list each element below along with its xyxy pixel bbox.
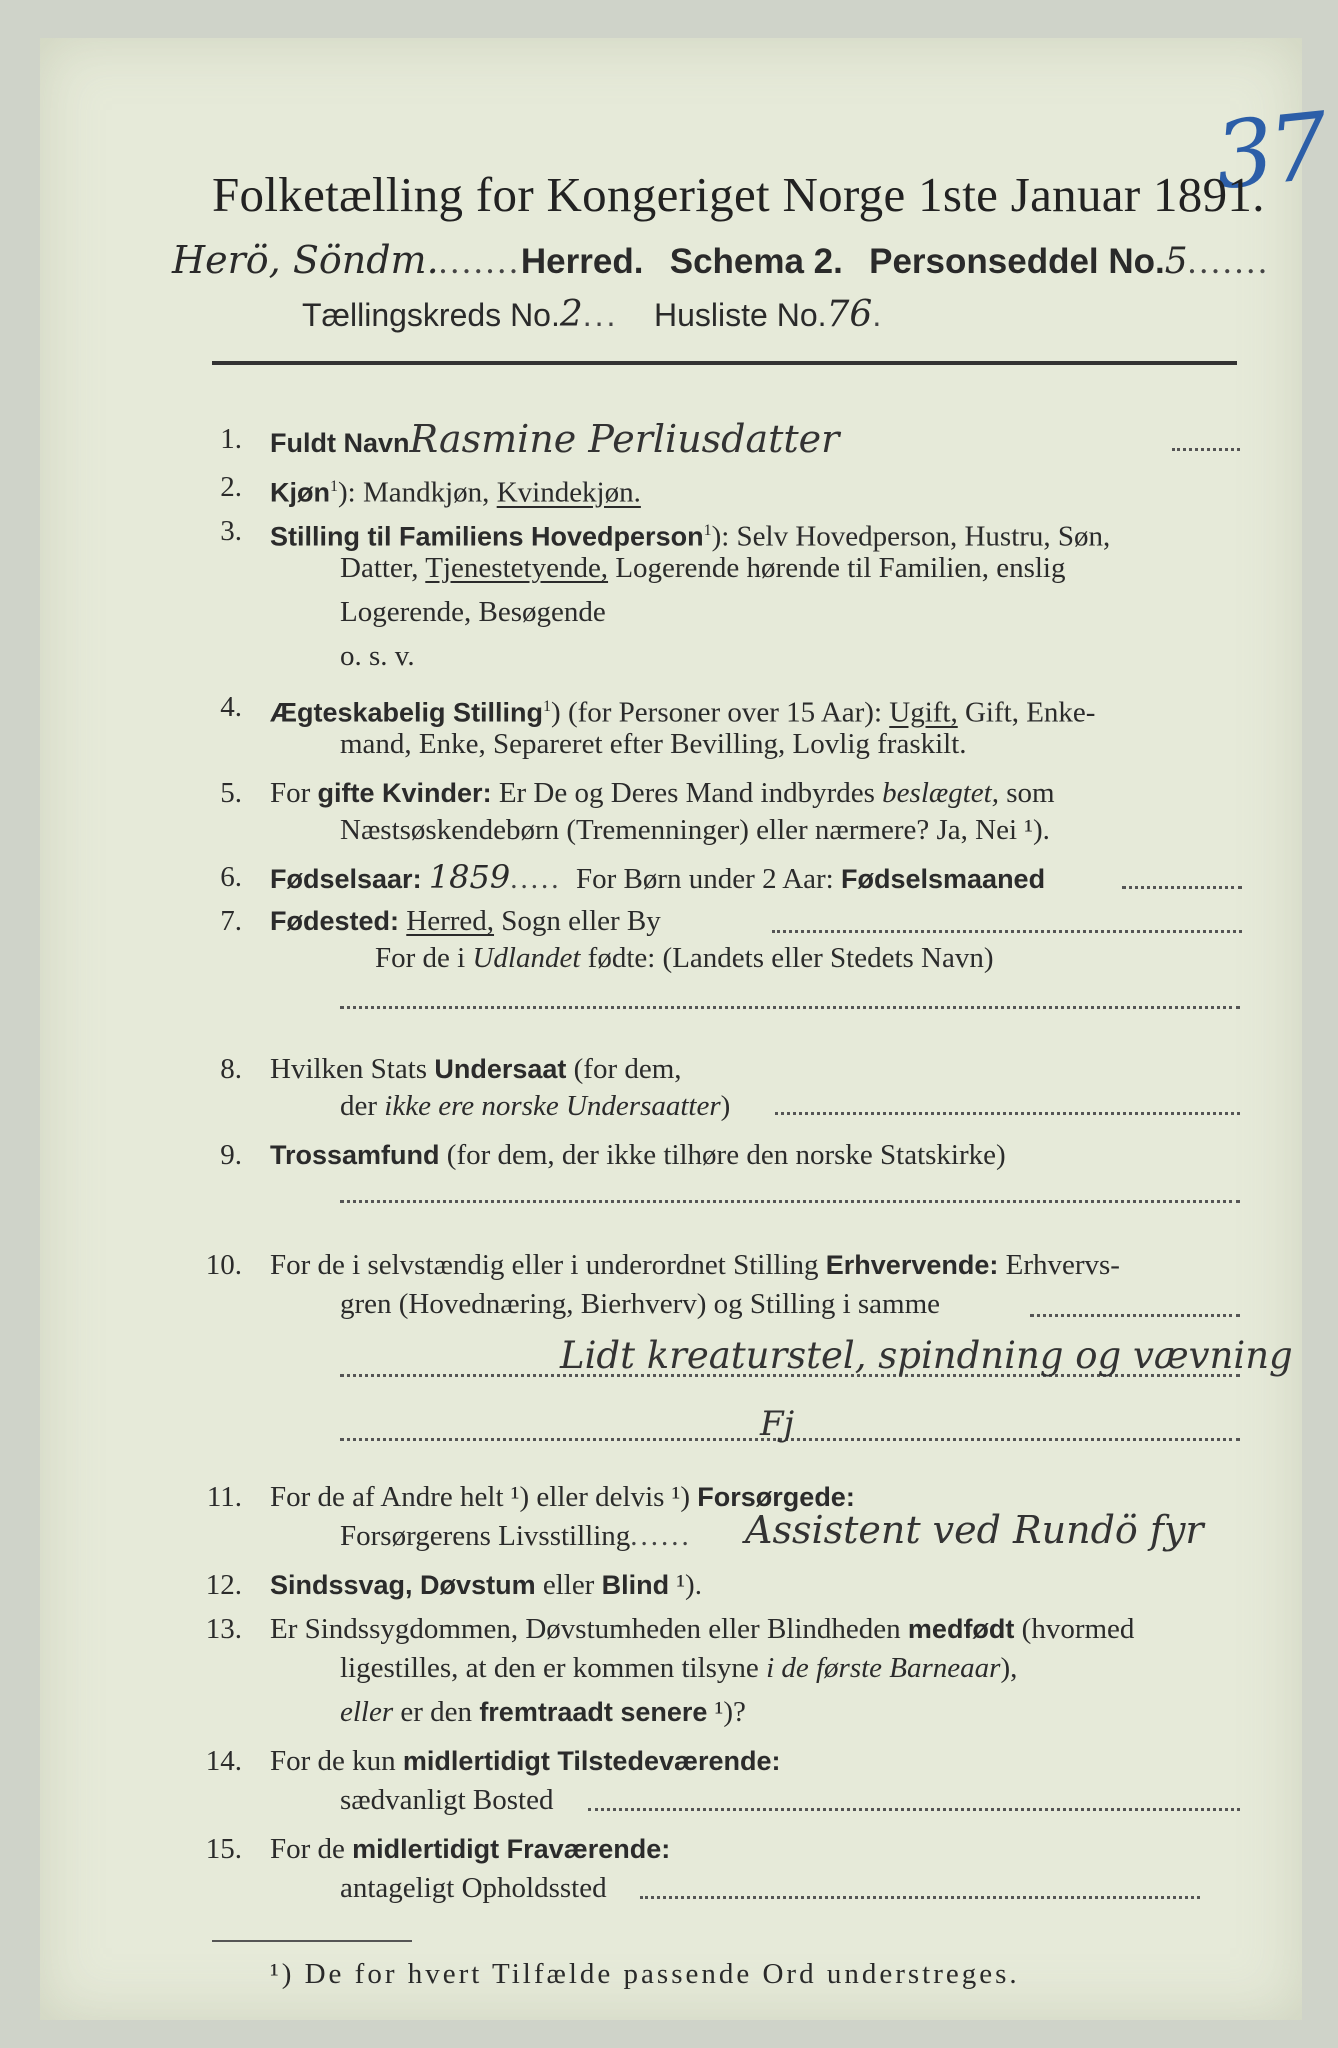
item-number: 14. — [205, 1745, 242, 1777]
footnote-ref: 1 — [543, 698, 552, 715]
footnote-rule — [212, 1940, 412, 1942]
item-number: 5. — [220, 777, 242, 809]
item-number: 2. — [220, 471, 242, 503]
undersaat-text: (for dem, — [566, 1053, 682, 1085]
fravaerende-prefix: For de — [270, 1833, 353, 1865]
kreds-label: Tællingskreds No. — [302, 297, 560, 333]
medfodt-line-b — [340, 1652, 1017, 1685]
item-number: 3. — [220, 515, 242, 547]
stilling-options-b1: Datter, — [340, 552, 426, 584]
tilstede-prefix: For de kun — [270, 1745, 403, 1777]
dotted-fill — [340, 1006, 1240, 1009]
blind-suffix: ¹). — [669, 1569, 702, 1601]
item-number: 10. — [205, 1249, 242, 1281]
fremtraadt-label: fremtraadt senere — [479, 1697, 708, 1727]
gifte-text-a2: som — [998, 777, 1055, 809]
erhverv-text-a2: Erhvervs- — [998, 1249, 1120, 1281]
gifte-text-b: Næstsøskendebørn (Tremenninger) eller nærmere? Ja, Nei ¹). — [340, 814, 1050, 846]
husliste-label: Husliste No. — [654, 297, 827, 333]
fodested-options: Sogn eller By — [494, 905, 661, 937]
dotted-fill — [340, 1200, 1240, 1203]
sindssvag-text: eller — [535, 1569, 602, 1601]
stilling-options-c: Logerende, Besøgende — [340, 596, 606, 628]
item-number: 9. — [220, 1139, 242, 1171]
medfodt-text-b1: ligestilles, at den er kommen tilsyne — [340, 1652, 767, 1684]
stilling-selected: Tjenestetyende, — [425, 552, 609, 584]
bosted-label: sædvanligt Bosted — [340, 1784, 554, 1816]
fodested-selected: Herred, — [406, 905, 495, 937]
fodselsaar-value: 1859 — [428, 858, 511, 896]
aegteskab-options-b: mand, Enke, Separeret efter Bevilling, Lovlig fraskilt. — [340, 728, 967, 760]
kreds-value: 2 — [559, 294, 583, 335]
fremtraadt-suffix: ¹)? — [707, 1696, 746, 1728]
footnote-ref: 1 — [330, 478, 338, 495]
personseddel-label: Personseddel No. — [869, 242, 1165, 281]
aegteskab-selected: Ugift, — [889, 696, 958, 729]
herred-value: Herö, Söndm. — [172, 238, 439, 282]
header-rule — [212, 361, 1237, 365]
forsorget-label: Forsørgede: — [697, 1482, 855, 1512]
forsorger-line: Forsørgerens Livsstilling...... — [340, 1520, 692, 1552]
fodselsaar-label: Fødselsaar: — [270, 864, 422, 894]
medfodt-line-c — [340, 1696, 746, 1729]
undersaat-prefix: Hvilken Stats — [270, 1053, 435, 1085]
gifte-text-a: Er De og Deres Mand indbyrdes — [491, 777, 883, 809]
fuldt-navn-value: Rasmine Perliusdatter — [409, 417, 840, 461]
item-number: 15. — [205, 1833, 242, 1865]
item-number: 7. — [220, 905, 242, 937]
item-3-line-b — [340, 552, 1066, 585]
footnote-ref: 1 — [703, 522, 712, 539]
form-title: Folketælling for Kongeriget Norge 1ste Januar 1891. — [212, 167, 1265, 222]
tilstede-label: midlertidigt Tilstedeværende: — [402, 1746, 781, 1776]
fodested-label: Fødested: — [270, 906, 400, 936]
item-number: 11. — [206, 1481, 242, 1513]
medfodt-text-b2: ), — [1000, 1652, 1018, 1684]
opholdssted-label: antageligt Opholdssted — [340, 1872, 607, 1904]
census-form-sheet: 37 Folketælling for Kongeriget Norge 1ste Januar 1891. Herö, Söndm........Herred. Schema 2. Personseddel No.5....... Tællingskreds No.2... Husliste No.76. 1. Fuldt NavnRasmine Perliusdatter 2. Kjøn$^1$): Mandkjøn, Kvindekjøn. 3. Stilling til Familiens Hovedperson$^1$): Selv Hovedperson, Hustru, Søn, Datter, Tjenestetyende, Logerende hørende til Familien, enslig Logerende, Besøgende o. s. v. 4. Ægteskabelig Stilling$^1$) (for Personer over 15 Aar): Ugift, Gift, Enke- mand, Enke, Separeret efter Bevilling, Lovlig fraskilt. 5. For gifte Kvinder: Er De og Deres Mand indbyrdes beslægtet, som Næstsøskendebørn (Tremenninger) eller nærmere? Ja, Nei ¹). 6. Fødselsaar: 1859..... For Børn under 2 Aar: Fødselsmaaned 7. Fødested: Herred, Sogn eller By For de i Udlandet fødte: (Landets eller Stedets Navn) 8. Hvilken Stats Undersaat (for dem, der ikke ere norske Undersaatter) 9. Trossamfund (for dem, der ikke tilhøre den norske Statskirke) 10. For de i selvstændig eller i underordnet Stilling Erhvervende: Erhvervs- gren (Hovednæring, Bierhverv) og Stilling i samme Lidt kreaturstel, spindning og vævning Fj 11. For de af Andre helt ¹) eller delvis ¹) Forsørgede: Forsørgerens Livsstilling...... Assistent ved Rundö fyr 12. Sindssvag, Døvstum eller Blind ¹). 13. Er Sindssygdommen, Døvstumheden eller Blindheden medfødt (hvormed ligestilles, at den er kommen tilsyne i de første Barneaar), eller er den fremtraadt senere ¹)? 14. For de kun midlertidigt Tilstedeværende: sædvanligt Bosted 15. For de midlertidigt Fraværende: antageligt Opholdssted ¹) De for hvert Tilfælde passende Ord understreges. — [40, 38, 1302, 2020]
gifte-italic: beslægtet, — [882, 777, 999, 809]
kjon-label: Kjøn — [270, 477, 330, 508]
udland-prefix: For de i — [375, 942, 473, 974]
erhverv-annotation: Fj — [760, 1404, 795, 1444]
herred-label: Herred. — [520, 242, 644, 281]
erhverv-text-b: gren (Hovednæring, Bierhverv) og Stilling i samme — [340, 1288, 941, 1320]
kjon-options: ): Mandkjøn, — [338, 476, 497, 509]
fodested-line-b — [375, 942, 994, 975]
page-number-handwritten: 37 — [1209, 92, 1330, 211]
stilling-options-b2: Logerende hørende til Familien, enslig — [608, 552, 1066, 584]
gifte-prefix: For — [270, 777, 318, 809]
blind-label: Blind — [601, 1570, 670, 1600]
dotted-fill — [1030, 1314, 1240, 1317]
item-number: 8. — [220, 1053, 242, 1085]
aegteskab-options-a2: Gift, Enke- — [957, 696, 1096, 729]
erhverv-label: Erhvervende: — [825, 1250, 999, 1280]
erhverv-value: Lidt kreaturstel, spindning og vævning — [560, 1334, 1293, 1377]
medfodt-italic: i de første Barneaar — [766, 1652, 1001, 1684]
aegteskab-options-a: ) (for Personer over 15 Aar): — [551, 696, 890, 729]
forsorget-prefix: For de af Andre helt ¹) eller delvis ¹) — [270, 1481, 698, 1513]
medfodt-text-c: er den — [393, 1696, 480, 1728]
undersaat-line-b: der ikke ere norske Undersaatter) — [340, 1090, 731, 1122]
kreds-line: Tællingskreds No.2... Husliste No.76. — [302, 294, 885, 335]
fodselsmaaned-label: Fødselsmaaned — [841, 864, 1046, 894]
fodselsmaaned-text: For Børn under 2 Aar: — [576, 863, 841, 895]
item-number: 6. — [220, 861, 242, 893]
dotted-fill — [588, 1808, 1240, 1811]
stilling-options-d: o. s. v. — [340, 640, 415, 672]
footnote: ¹) De for hvert Tilfælde passende Ord understreges. — [270, 1958, 1020, 1990]
erhverv-prefix: For de i selvstændig eller i underordnet Stilling — [270, 1249, 826, 1281]
medfodt-text-a2: (hvormed — [1014, 1613, 1135, 1645]
medfodt-prefix: Er Sindssygdommen, Døvstumheden eller Blindheden — [270, 1613, 908, 1645]
stilling-label: Stilling til Familiens Hovedperson — [270, 521, 704, 552]
item-number: 13. — [205, 1613, 242, 1645]
dotted-fill — [775, 1112, 1240, 1115]
dotted-fill — [1172, 448, 1240, 451]
schema-label: Schema 2. — [669, 242, 843, 281]
medfodt-italic2: eller — [340, 1696, 394, 1728]
aegteskab-label: Ægteskabelig Stilling — [270, 697, 544, 728]
kjon-selected: Kvindekjøn. — [496, 476, 641, 509]
fravaerende-label: midlertidigt Fraværende: — [352, 1834, 671, 1864]
dotted-fill — [640, 1896, 1200, 1899]
item-number: 1. — [220, 423, 242, 455]
fuldt-navn-label: Fuldt Navn — [270, 428, 410, 458]
undersaat-italic: ikke ere norske Undersaatter — [384, 1090, 721, 1122]
forsorger-value: Assistent ved Rundö fyr — [745, 1508, 1204, 1552]
herred-line: Herö, Söndm........Herred. Schema 2. Personseddel No.5....... — [172, 238, 1270, 282]
trossamfund-label: Trossamfund — [270, 1140, 440, 1170]
undersaat-b-prefix: der — [340, 1090, 385, 1122]
forsorger-label: Forsørgerens Livsstilling — [340, 1520, 631, 1552]
personseddel-value: 5 — [1164, 241, 1188, 282]
udland-italic: Udlandet — [472, 942, 581, 974]
stilling-options-a: ): Selv Hovedperson, Hustru, Søn, — [711, 520, 1111, 553]
item-number: 12. — [205, 1569, 242, 1601]
trossamfund-text: (for dem, der ikke tilhøre den norske Statskirke) — [439, 1139, 1006, 1171]
dotted-fill — [772, 930, 1242, 933]
item-number: 4. — [220, 691, 242, 723]
husliste-value: 76 — [826, 294, 873, 335]
medfodt-label: medfødt — [907, 1614, 1015, 1644]
undersaat-label: Undersaat — [434, 1054, 567, 1084]
udland-text: fødte: (Landets eller Stedets Navn) — [580, 942, 994, 974]
gifte-label: gifte Kvinder: — [317, 778, 492, 808]
dotted-fill — [1122, 886, 1242, 889]
sindssvag-label: Sindssvag, Døvstum — [270, 1570, 536, 1600]
